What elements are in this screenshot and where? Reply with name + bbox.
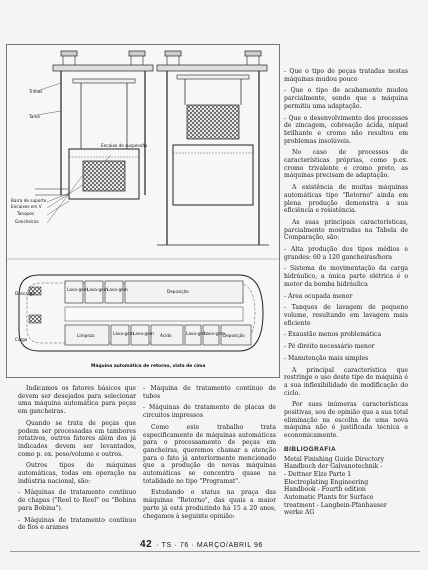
- bibliography-line: Automatic Plants for Surface: [284, 494, 374, 502]
- right-elevation-drawing: [157, 51, 269, 245]
- left-elevation-drawing: [35, 51, 153, 223]
- bibliography-heading: BIBLIOGRAFIA: [284, 445, 337, 453]
- list-item: - Pé direito necessário menor: [284, 343, 375, 351]
- machine-diagrams: [7, 45, 279, 377]
- paragraph: A existência de muitas máquinas automáticas tipo "Retorno" ainda em plena produção demonstra a sua eficiência e resistência.: [284, 184, 408, 215]
- label-tanques: Tanques: [17, 211, 35, 216]
- paragraph: No caso de processos de características próprias, como p.ex. cromo trivalente e cromo preto, as máquinas precisam de adaptação.: [284, 149, 408, 180]
- list-item: - Que o tipo de peças tratadas nestas máquinas mudou pouco: [284, 68, 408, 83]
- list-item: - Alta produção dos tipos médios e grandes: 60 a 120 gancheiras/hora: [284, 246, 408, 261]
- label-lavagem-1: Lava-gem: [67, 287, 88, 292]
- text-column-1: [18, 385, 136, 536]
- bibliography-line: Handbook - Fourth edition: [284, 486, 366, 494]
- label-lavagem-6: Lava-gem: [186, 331, 207, 336]
- label-lavagem-7: Lava-gem: [204, 331, 225, 336]
- label-encaixes-v: Encaixes em V: [11, 204, 42, 209]
- bibliography-line: Electroplating Engineering: [284, 478, 369, 486]
- label-descarga: Descarga: [15, 291, 35, 296]
- list-item: - Máquinas de tratamento contínuo de chapas ("Reel to Reel" ou "Bobina para Bobina").: [18, 489, 136, 512]
- label-deposicao-bottom: Deposição: [223, 333, 245, 338]
- text-column-3: [284, 68, 408, 517]
- paragraph: Como este trabalho trata especificamente de máquinas automáticas para o processamento de peças em gancheiras, queremos chamar a atenção para o fato já anteriormente mencionado que a produção de novas máquinas automáticas se concentra quase na totalidade no tipo "Programat".: [143, 423, 276, 485]
- list-item: - Sistema de movimentação da carga hidráulico, a única parte elétrica é o motor da bomba hidráulica: [284, 265, 408, 288]
- text-column-2: [143, 385, 276, 524]
- plan-view-drawing: [19, 275, 263, 351]
- label-talha: Talha: [29, 114, 40, 119]
- list-item: - Que o tipo de acabamento mudou parcialmente, sendo que a máquina permitiu uma adaptação.: [284, 87, 408, 110]
- paragraph: Estudando o status na praça das máquinas "Retorno", das quais a maior parte já está produzindo há 15 a 20 anos, chegamos à seguinte opinião:: [143, 489, 276, 520]
- paragraph: Por suas inúmeras características positivas, sou de opinião que a sua total eliminação na escolha de uma nova máquina não é justificada técnica e economicamente.: [284, 401, 408, 440]
- label-deposicao-top: Deposição: [167, 289, 189, 294]
- figure-caption: Máquina automática de retorno, vista de cima: [91, 364, 206, 369]
- list-item: - Máquina de tratamento contínuo de tubos: [143, 385, 276, 400]
- paragraph: Quando se trata de peças que podem ser processadas em tambores rotativos, outros fatores além dos já indicados devem ser levantados, como p. ex. peso/volume e outros.: [18, 419, 136, 458]
- label-trilhos: Trilhos: [29, 89, 43, 94]
- label-lavagem-4: Lava-gem: [113, 331, 134, 336]
- label-lavagem-5: Lava-gem: [133, 331, 154, 336]
- issue-label: · TS · 76 · MARÇO/ABRIL 96: [156, 542, 263, 549]
- label-encaixe-suspensao: Encaixe de suspensão: [101, 143, 148, 148]
- list-item: - Máquinas de tratamento contínuo de fios e arames: [18, 516, 136, 532]
- bibliography-line: Handbuch der Galvanotechnik -: [284, 463, 383, 471]
- paragraph: Outros tipos de máquinas automáticas, todas em operação na indústria nacional, são:: [18, 462, 136, 485]
- label-limpeza: Limpeza: [77, 333, 95, 338]
- paragraph: As suas principais características, parcialmente mostradas na Tabela de Comparação, são:: [284, 218, 408, 242]
- machine-figure: [6, 44, 280, 378]
- bibliography-line: Metal Finishing Guide Directory: [284, 455, 385, 463]
- label-carga: Carga: [15, 337, 28, 342]
- list-item: - Que o desenvolvimento dos processos de zincagem, cobreação ácida, níquel brilhante e cromo não resultou em problemas insolúveis.: [284, 114, 408, 145]
- label-gancheiras: Gancheiras: [15, 219, 39, 224]
- page-footer: [140, 539, 290, 551]
- label-barra-suporte: Barra de suporte: [11, 198, 47, 203]
- label-acido: Ácido: [160, 333, 172, 338]
- list-item: - Máquinas de tratamento de placas de circuitos impressos: [143, 404, 276, 420]
- list-item: - Exaustão menos problemática: [284, 331, 382, 339]
- bibliography-line: - Dettner Elze Parte 1: [284, 470, 352, 478]
- label-lavagem-2: Lava-gem: [87, 287, 108, 292]
- list-item: - Área ocupada menor: [284, 292, 353, 300]
- bibliography-line: werke AG: [284, 509, 315, 517]
- paragraph: Indicamos os fatores básicos que devem ser desejados para selecionar uma máquina automática para peças em gancheiras.: [18, 385, 136, 416]
- label-lavagem-3: Lava-gem: [107, 287, 128, 292]
- list-item: - Tanques de lavagem de pequeno volume, resultando em lavagem mais eficiente: [284, 304, 408, 327]
- list-item: - Manutenção mais simples: [284, 354, 369, 362]
- page-number: 42: [140, 539, 153, 550]
- bibliography-line: treatment - Langbein-Pfanhauser: [284, 501, 387, 509]
- footer-rule: [10, 551, 420, 552]
- paragraph: A principal característica que restringe o uso deste tipo de máquina é a sua inflexibilidade de modificação do ciclo.: [284, 366, 408, 397]
